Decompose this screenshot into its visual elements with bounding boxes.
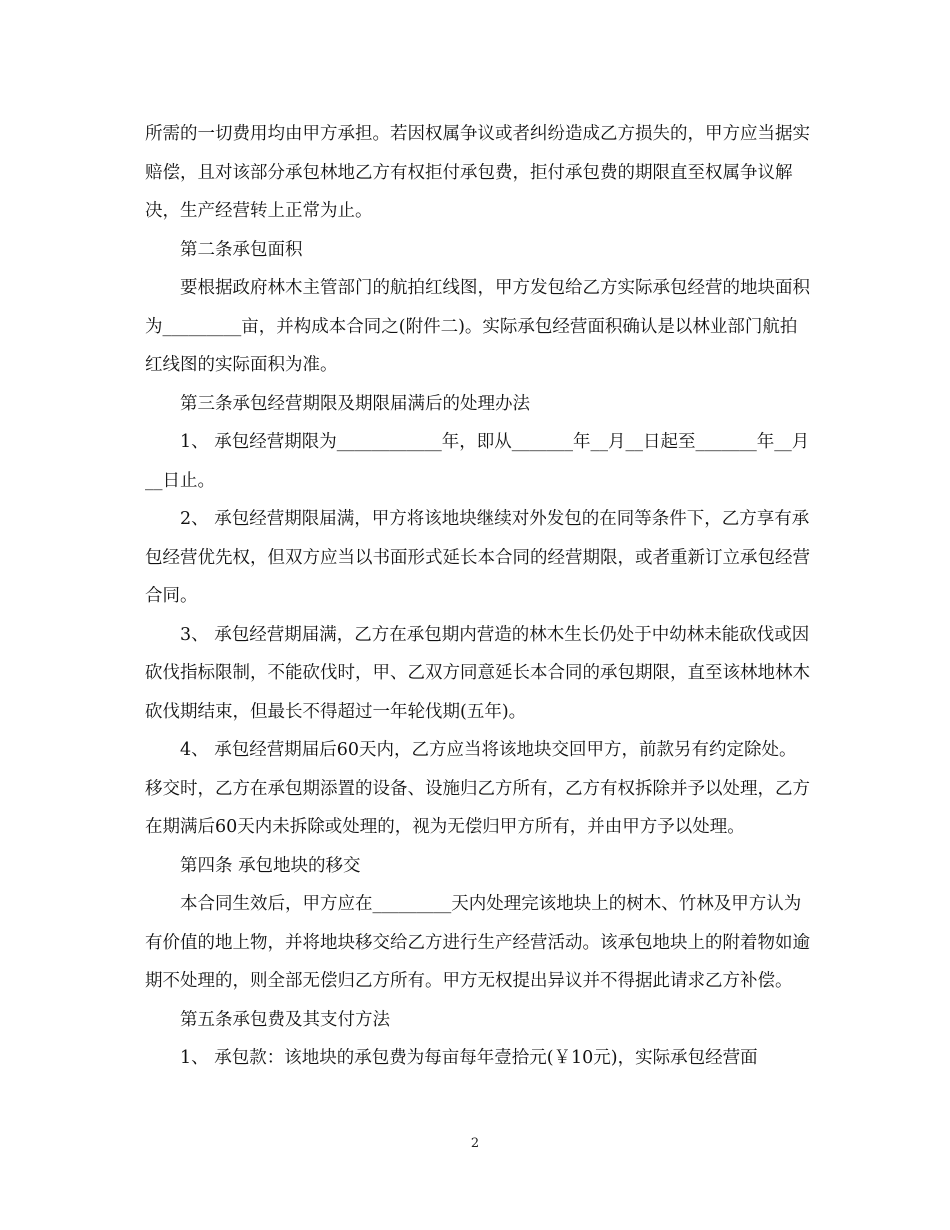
clause-3-3: 3、 承包经营期届满，乙方在承包期内营造的林木生长仍处于中幼林未能砍伐或因砍伐指标限制，不能砍伐时，甲、乙双方同意延长本合同的承包期限，直至该林地林木砍伐期结束，但最长不得超过一年轮伐期(五年)。 bbox=[145, 624, 810, 722]
article-3-heading: 第三条承包经营期限及期限届满后的处理办法 bbox=[180, 393, 530, 414]
article-2-heading: 第二条承包面积 bbox=[180, 239, 303, 260]
article-4-heading: 第四条 承包地块的移交 bbox=[180, 855, 361, 876]
clause-5-1: 1、 承包款：该地块的承包费为每亩每年壹拾元(￥10元)，实际承包经营面 bbox=[180, 1048, 758, 1068]
page-number: 2 bbox=[470, 1136, 480, 1151]
clause-3-1: 1、 承包经营期限为____________年，即从_______年__月__日起至_______年__月__日止。 bbox=[145, 432, 810, 491]
clause-3-4: 4、 承包经营期届后60天内，乙方应当将该地块交回甲方，前款另有约定除处。移交时，乙方在承包期添置的设备、设施归乙方所有，乙方有权拆除并予以处理，乙方在期满后60天内未拆除或处理的，视为无偿归甲方所有，并由甲方予以处理。 bbox=[145, 740, 810, 837]
article-5-heading: 第五条承包费及其支付方法 bbox=[180, 1009, 390, 1030]
clause-3-2: 2、 承包经营期限届满，甲方将该地块继续对外发包的在同等条件下，乙方享有承包经营优先权，但双方应当以书面形式延长本合同的经营期限，或者重新订立承包经营合同。 bbox=[145, 509, 810, 606]
paragraph-area: 要根据政府林木主管部门的航拍红线图，甲方发包给乙方实际承包经营的地块面积为_________亩，并构成本合同之(附件二)。实际承包经营面积确认是以林业部门航拍红线图的实际面积为准。 bbox=[145, 278, 810, 375]
document-body bbox=[145, 115, 810, 1078]
paragraph-handover: 本合同生效后，甲方应在_________天内处理完该地块上的树木、竹林及甲方认为有价值的地上物，并将地块移交给乙方进行生产经营活动。该承包地块上的附着物如逾期不处理的，则全部无偿归乙方所有。甲方无权提出异议并不得据此请求乙方补偿。 bbox=[145, 894, 810, 991]
paragraph-continuation: 所需的一切费用均由甲方承担。若因权属争议或者纠纷造成乙方损失的，甲方应当据实赔偿，且对该部分承包林地乙方有权拒付承包费，拒付承包费的期限直至权属争议解决，生产经营转上正常为止。 bbox=[145, 124, 810, 221]
